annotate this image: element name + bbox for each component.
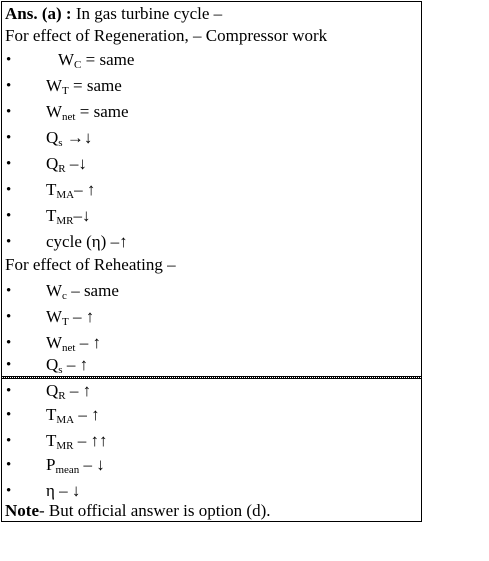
reheating-item-subscript: mean — [55, 464, 80, 476]
regeneration-item-value: = same — [75, 102, 129, 121]
reheating-item-value: – same — [66, 281, 119, 300]
answer-label: Ans. (a) : — [5, 4, 72, 23]
regeneration-heading: For effect of Regeneration, – Compressor work — [5, 26, 328, 45]
reheating-item-symbol: W — [46, 307, 63, 326]
regeneration-bullet: • — [6, 130, 12, 146]
reheating-item — [46, 333, 101, 353]
reheating-item-value: – ↓ — [79, 455, 105, 474]
reheating-item-subscript: R — [58, 390, 66, 402]
reheating-item-value: – ↑ — [65, 381, 92, 400]
reheating-heading: For effect of Reheating – — [5, 255, 176, 274]
reheating-item — [46, 307, 94, 327]
reheating-item-symbol: Q — [46, 355, 59, 374]
regeneration-item — [46, 154, 87, 174]
regeneration-item-subscript: MR — [56, 215, 74, 227]
regeneration-item — [46, 180, 95, 200]
regeneration-item — [46, 102, 129, 122]
reheating-item-symbol: W — [46, 281, 63, 300]
regeneration-item-subscript: MA — [56, 189, 75, 201]
regeneration-item-subscript: T — [62, 85, 69, 97]
reheating-item-subscript: s — [58, 364, 63, 376]
regeneration-item-value: –↓ — [65, 154, 87, 173]
regeneration-item — [46, 232, 128, 252]
reheating-item-value: – ↑↑ — [73, 431, 108, 450]
regeneration-item-symbol: W — [46, 102, 63, 121]
reheating-item-value: – ↑ — [68, 307, 95, 326]
reheating-item-symbol: η – ↓ — [46, 481, 81, 500]
regeneration-item-value: = same — [68, 76, 122, 95]
reheating-bullet: • — [6, 309, 12, 325]
note-label: Note — [5, 501, 39, 520]
page-break-divider — [1, 376, 422, 379]
note-text: - But official answer is option (d). — [38, 501, 271, 520]
reheating-item — [46, 281, 119, 301]
reheating-item — [46, 381, 91, 401]
reheating-item-value: – ↑ — [75, 333, 101, 352]
reheating-item-symbol: Q — [46, 381, 59, 400]
reheating-item-symbol: T — [46, 431, 57, 450]
reheating-bullet: • — [6, 457, 12, 473]
reheating-bullet: • — [6, 283, 12, 299]
regeneration-item — [46, 76, 122, 96]
reheating-item-symbol: P — [46, 455, 56, 474]
reheating-item-subscript: net — [62, 342, 76, 354]
regeneration-bullet: • — [6, 104, 12, 120]
regeneration-item-symbol: Q — [46, 154, 59, 173]
reheating-bullet: • — [6, 383, 12, 399]
reheating-bullet: • — [6, 357, 12, 373]
regeneration-item-symbol: W — [58, 50, 75, 69]
regeneration-bullet: • — [6, 182, 12, 198]
regeneration-item — [58, 50, 134, 70]
reheating-item — [46, 405, 100, 425]
regeneration-item-value: = same — [81, 50, 135, 69]
regeneration-bullet: • — [6, 52, 12, 68]
regeneration-item-symbol: Q — [46, 128, 59, 147]
regeneration-bullet: • — [6, 208, 12, 224]
reheating-item-value: – ↑ — [62, 355, 89, 374]
regeneration-item-value: →↓ — [62, 128, 93, 147]
reheating-item-subscript: c — [62, 290, 67, 302]
regeneration-item-subscript: R — [58, 163, 66, 175]
reheating-item-subscript: MR — [56, 440, 74, 452]
reheating-item-symbol: T — [46, 405, 57, 424]
regeneration-item-value: –↓ — [73, 206, 91, 225]
reheating-item — [46, 455, 105, 475]
regeneration-bullet: • — [6, 156, 12, 172]
regeneration-item-symbol: T — [46, 206, 57, 225]
regeneration-item-subscript: s — [58, 137, 63, 149]
regeneration-bullet: • — [6, 78, 12, 94]
regeneration-item-symbol: cycle (η) –↑ — [46, 232, 128, 251]
reheating-item — [46, 481, 80, 501]
reheating-item-subscript: T — [62, 316, 69, 328]
answer-intro: In gas turbine cycle – — [71, 4, 223, 23]
reheating-bullet: • — [6, 335, 12, 351]
reheating-item-symbol: W — [46, 333, 63, 352]
reheating-item — [46, 355, 88, 375]
note-line — [5, 501, 271, 521]
regeneration-item-subscript: net — [62, 111, 76, 123]
answer-header — [5, 4, 222, 24]
regeneration-item-value: – ↑ — [74, 180, 96, 199]
regeneration-bullet: • — [6, 234, 12, 250]
reheating-bullet: • — [6, 483, 12, 499]
regeneration-item-subscript: C — [74, 59, 82, 71]
reheating-item-value: – ↑ — [74, 405, 100, 424]
reheating-bullet: • — [6, 407, 12, 423]
reheating-item-subscript: MA — [56, 414, 75, 426]
reheating-bullet: • — [6, 433, 12, 449]
regeneration-item — [46, 206, 91, 226]
regeneration-item-symbol: T — [46, 180, 57, 199]
regeneration-item-symbol: W — [46, 76, 63, 95]
reheating-item — [46, 431, 108, 451]
regeneration-item — [46, 128, 92, 148]
